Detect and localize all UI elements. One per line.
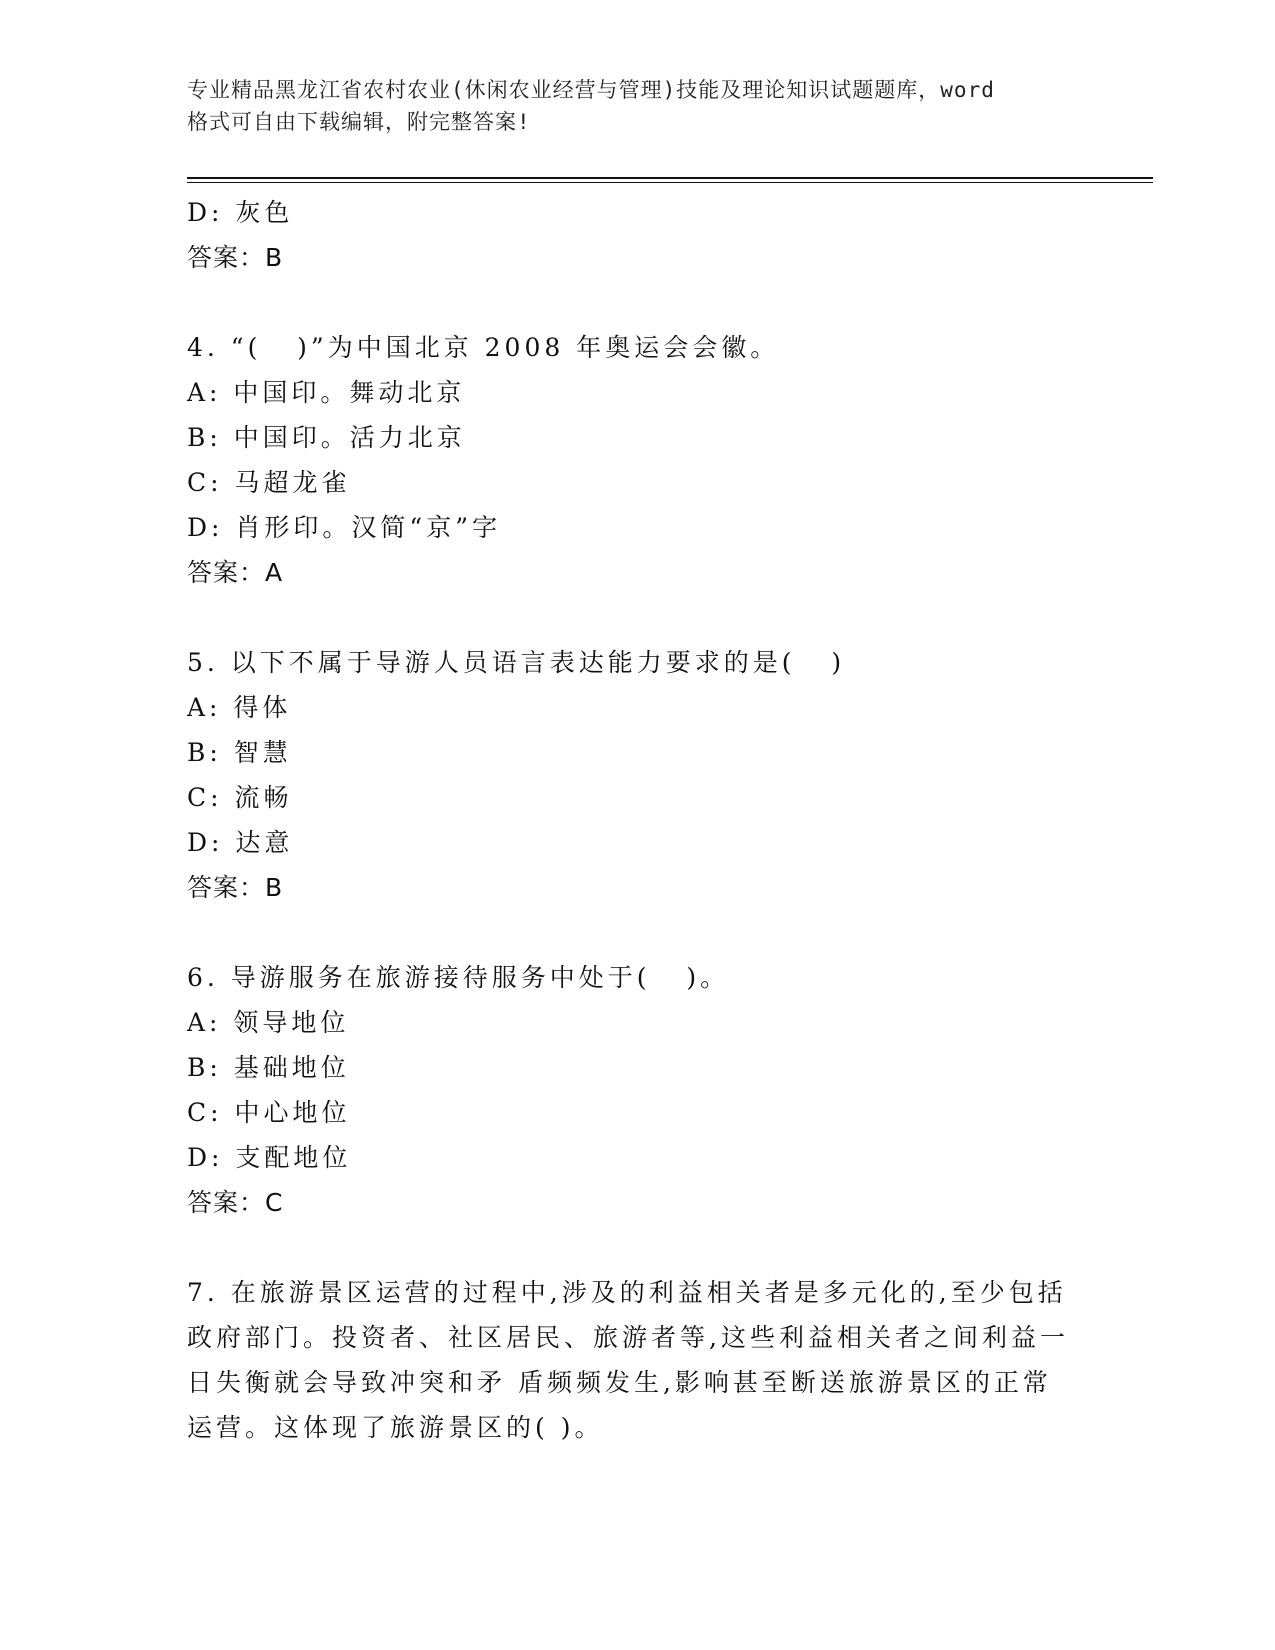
option-d: D: 灰色 [187,198,294,227]
option-c: C: 马超龙雀 [187,468,351,497]
answer: 答案：B [187,873,284,902]
question-text: 6. 导游服务在旅游接待服务中处于( )。 [187,963,730,992]
question-6 [187,955,1087,1225]
option-b: B: 中国印。活力北京 [187,423,466,452]
question-4 [187,325,1087,595]
option-a: A: 领导地位 [187,1008,350,1037]
header-title-line-2: 格式可自由下载编辑，附完整答案! [187,110,531,134]
answer: 答案：B [187,243,284,272]
header-rule-thick [187,177,1153,179]
page-header [187,74,1087,138]
option-a: A: 中国印。舞动北京 [187,378,466,407]
answer: 答案：A [187,558,284,587]
option-c: C: 流畅 [187,783,293,812]
question-5 [187,640,1087,910]
question-text-line-4: 运营。这体现了旅游景区的( )。 [187,1413,604,1442]
answer: 答案：C [187,1188,284,1217]
header-title-line-1: 专业精品黑龙江省农村农业(休闲农业经营与管理)技能及理论知识试题题库，word [187,78,995,102]
option-b: B: 基础地位 [187,1053,350,1082]
question-text-line-1: 7. 在旅游景区运营的过程中,涉及的利益相关者是多元化的,至少包括 [187,1278,1067,1307]
option-d: D: 支配地位 [187,1143,352,1172]
question-list [187,190,1087,1450]
question-text: 4. “( )”为中国北京 2008 年奥运会会徽。 [187,333,780,362]
option-c: C: 中心地位 [187,1098,351,1127]
option-a: A: 得体 [187,693,292,722]
option-d: D: 达意 [187,828,294,857]
question-text-line-2: 政府部门。投资者、社区居民、旅游者等,这些利益相关者之间利益一 [187,1323,1069,1352]
prev-question-tail [187,190,1087,280]
header-rule-thin [187,182,1153,183]
option-b: B: 智慧 [187,738,292,767]
question-7 [187,1270,1087,1450]
option-d: D: 肖形印。汉简“京”字 [187,513,501,542]
question-text: 5. 以下不属于导游人员语言表达能力要求的是( ) [187,648,846,677]
question-text-line-3: 日失衡就会导致冲突和矛 盾频频发生,影响甚至断送旅游景区的正常 [187,1368,1052,1397]
